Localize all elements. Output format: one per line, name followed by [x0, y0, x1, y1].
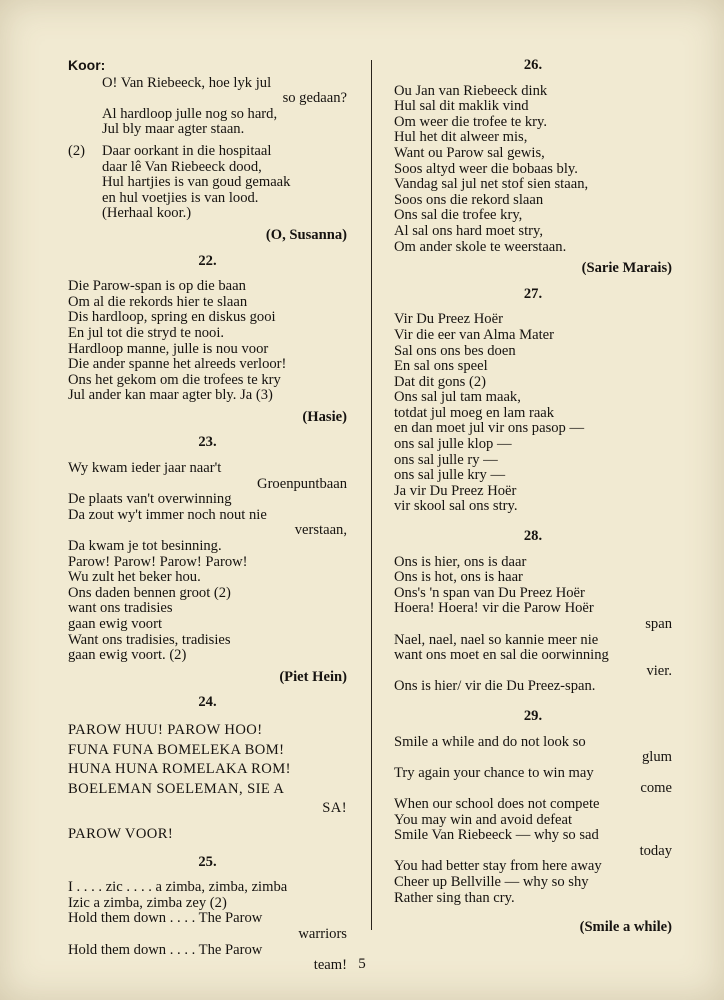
- lyric-line: Al sal ons hard moet stry,: [394, 222, 544, 239]
- lyric-line: En jul tot die stryd te nooi.: [68, 324, 225, 341]
- lyric-line: HUNA HUNA ROMELAKA ROM!: [68, 761, 291, 778]
- lyric-line: Want ou Parow sal gewis,: [394, 144, 545, 161]
- lyric-line: span: [645, 616, 672, 632]
- lyric-line: En sal ons speel: [394, 358, 488, 375]
- song-23-number: 23.: [198, 434, 217, 451]
- lyric-line: gaan ewig voort. (2): [68, 647, 187, 664]
- song-24-number: 24.: [198, 694, 217, 711]
- page-number: 5: [358, 956, 366, 972]
- lyric-line: daar lê Van Riebeeck dood,: [102, 158, 262, 175]
- lyric-line: Ons daden bennen groot (2): [68, 584, 231, 601]
- lyric-line: Hoera! Hoera! vir die Parow Hoër: [394, 600, 594, 617]
- song-25-number: 25.: [198, 853, 217, 870]
- lyric-line: ons sal julle kry —: [394, 467, 506, 484]
- lyric-line: BOELEMAN SOELEMAN, SIE A: [68, 780, 285, 797]
- lyric-line: Al hardloop julle nog so hard,: [102, 105, 278, 122]
- song-29-lines: [394, 735, 672, 907]
- lyric-line: O! Van Riebeeck, hoe lyk jul: [102, 74, 272, 91]
- lyric-line: When our school does not compete: [394, 795, 600, 812]
- song-24-lines: [68, 721, 347, 819]
- lyric-line: Da zout wy't immer noch nout nie: [68, 506, 267, 523]
- song-27-number: 27.: [523, 285, 543, 302]
- lyric-line: Dis hardloop, spring en diskus gooi: [68, 309, 276, 326]
- lyric-line: Hold them down . . . . The Parow: [68, 910, 263, 927]
- lyric-line: totdat jul moeg en lam raak: [394, 404, 555, 421]
- lyric-line: Ou Jan van Riebeeck dink: [394, 82, 548, 99]
- lyric-line: Ons sal die trofee kry,: [394, 207, 523, 224]
- song-29-number: 29.: [523, 707, 543, 724]
- lyric-line: De plaats van't overwinning: [68, 491, 232, 508]
- lyric-line: Hul het dit alweer mis,: [394, 129, 528, 146]
- lyric-line: verstaan,: [294, 522, 347, 539]
- song-22-lines: [68, 279, 347, 404]
- lyric-line: Wu zult het beker hou.: [68, 569, 201, 586]
- song-27-lines: [394, 312, 672, 515]
- lyric-line: (Herhaal koor.): [102, 205, 192, 222]
- lyric-line: Die ander spanne het alreeds verloor!: [68, 356, 287, 373]
- lyric-line: ons sal julle klop —: [394, 436, 512, 453]
- lyric-line: want ons tradisies: [68, 600, 173, 617]
- song-24-final: PAROW VOOR!: [68, 825, 174, 842]
- koor-lines: [68, 76, 347, 138]
- song-26-number: 26.: [523, 57, 543, 73]
- lyric-line: Nael, nael, nael so kannie meer nie: [394, 631, 599, 648]
- lyric-line: warriors: [298, 925, 347, 942]
- lyric-line: You had better stay from here away: [394, 858, 602, 875]
- attribution-smile-a-while: (Smile a while): [579, 919, 672, 936]
- lyric-line: Da kwam je tot besinning.: [68, 538, 222, 555]
- lyric-line: Vandag sal jul net stof sien staan,: [394, 176, 589, 193]
- lyric-line: Hul hartjies is van goud gemaak: [102, 174, 291, 191]
- lyric-line: Om ander skole te weerstaan.: [394, 238, 567, 255]
- lyric-line: Vir die eer van Alma Mater: [394, 326, 554, 343]
- lyric-line: Groenpuntbaan: [257, 475, 347, 492]
- lyric-line: Wy kwam ieder jaar naar't: [68, 460, 222, 477]
- attribution-piet-hein: (Piet Hein): [279, 668, 347, 685]
- lyric-line: so gedaan?: [282, 90, 347, 107]
- lyric-line: Jul ander kan maar agter bly. Ja (3): [68, 387, 273, 404]
- column-divider: [371, 60, 372, 930]
- lyric-line: Om weer die trofee te kry.: [394, 113, 548, 130]
- song-26-lines: [394, 84, 672, 256]
- attribution-o-susanna: (O, Susanna): [265, 226, 347, 243]
- lyric-line: PAROW HUU! PAROW HOO!: [68, 721, 263, 738]
- lyric-line: come: [640, 780, 672, 797]
- lyric-line: You may win and avoid defeat: [394, 811, 573, 828]
- lyric-line: Sal ons ons bes doen: [394, 342, 516, 359]
- verse-2-label: (2): [68, 142, 86, 159]
- lyric-line: Ons sal jul tam maak,: [394, 389, 521, 406]
- verse-2-lines: [102, 144, 347, 222]
- song-22-number: 22.: [198, 252, 217, 269]
- lyric-line: Ons is hier/ vir die Du Preez-span.: [394, 678, 596, 695]
- lyric-line: Daar oorkant in die hospitaal: [102, 142, 272, 159]
- lyric-line: gaan ewig voort: [68, 616, 163, 632]
- lyric-line: vir skool sal ons stry.: [394, 498, 518, 515]
- lyric-line: Hul sal dit maklik vind: [394, 98, 529, 115]
- lyric-line: SA!: [322, 800, 347, 817]
- lyric-line: Om al die rekords hier te slaan: [68, 293, 248, 310]
- lyric-line: Ons het gekom om die trofees te kry: [68, 371, 281, 388]
- lyric-line: Dat dit gons (2): [394, 373, 487, 390]
- song-28-lines: [394, 555, 672, 695]
- lyric-line: I . . . . zic . . . . a zimba, zimba, zimba: [68, 879, 288, 896]
- lyric-line: Parow! Parow! Parow! Parow!: [68, 553, 248, 570]
- lyric-line: Jul bly maar agter staan.: [102, 121, 245, 138]
- right-column: [394, 58, 672, 940]
- lyric-line: glum: [642, 749, 672, 766]
- verse-2: [68, 144, 347, 222]
- lyric-line: Ons's 'n span van Du Preez Hoër: [394, 584, 585, 601]
- lyric-line: today: [639, 842, 672, 859]
- lyric-line: Ons is hier, ons is daar: [394, 553, 527, 570]
- lyric-line: Soos altyd weer die bobaas bly.: [394, 160, 578, 177]
- lyric-line: Izic a zimba, zimba zey (2): [68, 894, 227, 911]
- lyric-line: Smile Van Riebeeck — why so sad: [394, 827, 599, 844]
- lyric-line: FUNA FUNA BOMELEKA BOM!: [68, 741, 285, 758]
- song-28-number: 28.: [523, 528, 543, 545]
- lyric-line: en hul voetjies is van lood.: [102, 189, 259, 206]
- lyric-line: en dan moet jul vir ons pasop —: [394, 420, 585, 437]
- lyric-line: Try again your chance to win may: [394, 764, 594, 781]
- attribution-hasie: (Hasie): [302, 408, 347, 425]
- lyric-line: Want ons tradisies, tradisies: [68, 631, 231, 648]
- lyric-line: Ons is hot, ons is haar: [394, 569, 523, 586]
- lyric-line: want ons moet en sal die oorwinning: [394, 647, 609, 664]
- lyric-line: team!: [313, 957, 347, 974]
- lyric-line: Ja vir Du Preez Hoër: [394, 482, 517, 499]
- lyric-line: Rather sing than cry.: [394, 889, 515, 906]
- attribution-sarie-marais: (Sarie Marais): [581, 260, 672, 277]
- song-23-lines: [68, 461, 347, 664]
- lyric-line: Soos ons die rekord slaan: [394, 191, 544, 208]
- lyric-line: Hold them down . . . . The Parow: [68, 941, 263, 958]
- left-column: [68, 58, 347, 974]
- koor-heading: Koor:: [68, 57, 106, 73]
- lyric-line: Vir Du Preez Hoër: [394, 311, 503, 328]
- lyric-line: ons sal julle ry —: [394, 451, 498, 468]
- lyric-line: vier.: [646, 662, 672, 679]
- lyric-line: Cheer up Bellville — why so shy: [394, 873, 589, 890]
- lyric-line: Hardloop manne, julle is nou voor: [68, 340, 269, 357]
- lyric-line: Smile a while and do not look so: [394, 733, 586, 750]
- lyric-line: Die Parow-span is op die baan: [68, 278, 246, 295]
